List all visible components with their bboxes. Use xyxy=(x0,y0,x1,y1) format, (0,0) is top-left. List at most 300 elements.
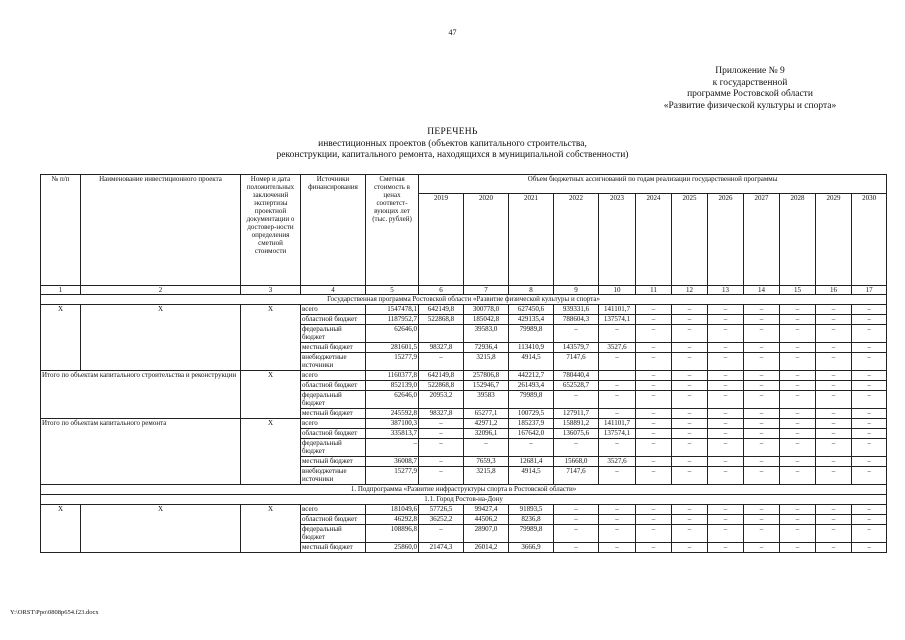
budget-value: 261493,4 xyxy=(509,381,554,391)
budget-value: – xyxy=(636,381,672,391)
budget-value: 3215,8 xyxy=(464,353,509,371)
header-year-2019: 2019 xyxy=(419,194,464,286)
column-number: 17 xyxy=(852,286,887,295)
budget-value xyxy=(419,325,464,343)
appendix-line: к государственной xyxy=(712,77,788,88)
budget-value: 141101,7 xyxy=(599,419,636,429)
budget-value: – xyxy=(852,409,887,419)
estimated-cost: – xyxy=(366,439,419,457)
column-number: 15 xyxy=(780,286,816,295)
budget-value: – xyxy=(780,505,816,515)
budget-value: – xyxy=(816,315,852,325)
estimated-cost: 281601,5 xyxy=(366,343,419,353)
budget-value: – xyxy=(672,371,708,381)
budget-value: – xyxy=(708,515,744,525)
budget-value: 44506,2 xyxy=(464,515,509,525)
budget-value: – xyxy=(816,409,852,419)
budget-value: – xyxy=(636,391,672,409)
budget-value: 100729,5 xyxy=(509,409,554,419)
budget-value: – xyxy=(744,305,780,315)
estimated-cost: 108896,8 xyxy=(366,525,419,543)
column-number: 16 xyxy=(816,286,852,295)
budget-value: – xyxy=(672,457,708,467)
header-year-2022: 2022 xyxy=(554,194,599,286)
budget-value: – xyxy=(672,315,708,325)
funding-source: федеральный бюджет xyxy=(301,391,366,409)
budget-value: – xyxy=(708,381,744,391)
budget-value: – xyxy=(744,457,780,467)
budget-value: – xyxy=(816,353,852,371)
budget-value: – xyxy=(554,543,599,553)
funding-source: всего xyxy=(301,371,366,381)
budget-value: 788604,3 xyxy=(554,315,599,325)
table-row xyxy=(41,505,887,515)
funding-source: областной бюджет xyxy=(301,315,366,325)
budget-value: – xyxy=(852,371,887,381)
budget-value: – xyxy=(816,525,852,543)
project-name-cell: Х xyxy=(81,305,241,371)
budget-value: 98327,8 xyxy=(419,409,464,419)
header-expertise: Номер и дата положительных заключений экспертизы проектной документации о достовер-ности определения сметной стоимости xyxy=(241,175,301,286)
estimated-cost: 36008,7 xyxy=(366,457,419,467)
budget-value: 143579,7 xyxy=(554,343,599,353)
budget-value: – xyxy=(636,525,672,543)
budget-value: – xyxy=(708,371,744,381)
budget-value: 167642,0 xyxy=(509,429,554,439)
estimated-cost: 181049,6 xyxy=(366,505,419,515)
project-name-cell: Х xyxy=(81,505,241,553)
column-number: 7 xyxy=(464,286,509,295)
budget-value: – xyxy=(672,391,708,409)
expertise-cell: Х xyxy=(241,419,301,485)
budget-value: – xyxy=(780,525,816,543)
budget-value: – xyxy=(419,419,464,429)
budget-value: – xyxy=(816,505,852,515)
budget-value: 79989,8 xyxy=(509,391,554,409)
num-cell: Х xyxy=(41,305,81,371)
budget-value: – xyxy=(708,467,744,485)
budget-value: – xyxy=(636,429,672,439)
budget-value: 627450,6 xyxy=(509,305,554,315)
budget-value: – xyxy=(636,305,672,315)
budget-value: – xyxy=(852,467,887,485)
section-title: Государственная программа Ростовской области «Развитие физической культуры и спорта» xyxy=(41,295,887,305)
budget-value: – xyxy=(599,381,636,391)
estimated-cost: 245592,8 xyxy=(366,409,419,419)
budget-value: – xyxy=(780,315,816,325)
expertise-cell: Х xyxy=(241,371,301,419)
budget-value: – xyxy=(852,391,887,409)
budget-value: 12681,4 xyxy=(509,457,554,467)
budget-value: – xyxy=(599,325,636,343)
section-title: 1.1. Город Ростов-на-Дону xyxy=(41,495,887,505)
budget-value: 32096,1 xyxy=(464,429,509,439)
section-title: 1. Подпрограмма «Развитие инфраструктуры спорта в Ростовской области» xyxy=(41,485,887,495)
budget-value: 3527,6 xyxy=(599,457,636,467)
budget-value: – xyxy=(708,325,744,343)
budget-value: – xyxy=(599,505,636,515)
funding-source: областной бюджет xyxy=(301,381,366,391)
budget-value: – xyxy=(672,429,708,439)
budget-value xyxy=(599,371,636,381)
budget-value: – xyxy=(744,515,780,525)
budget-value: – xyxy=(464,439,509,457)
estimated-cost: 15277,9 xyxy=(366,353,419,371)
column-number: 4 xyxy=(301,286,366,295)
budget-value: – xyxy=(744,315,780,325)
budget-value: – xyxy=(636,409,672,419)
column-number: 8 xyxy=(509,286,554,295)
budget-value: – xyxy=(744,381,780,391)
budget-value: – xyxy=(780,543,816,553)
estimated-cost: 15277,9 xyxy=(366,467,419,485)
budget-value: – xyxy=(744,525,780,543)
budget-value: – xyxy=(744,467,780,485)
table-row xyxy=(41,305,887,315)
section-title-row xyxy=(41,495,887,505)
budget-value: – xyxy=(744,391,780,409)
funding-source: областной бюджет xyxy=(301,429,366,439)
budget-value: 7147,6 xyxy=(554,467,599,485)
budget-value: – xyxy=(744,325,780,343)
budget-value: – xyxy=(780,391,816,409)
budget-value: – xyxy=(636,315,672,325)
budget-value: – xyxy=(672,505,708,515)
budget-value: 185042,8 xyxy=(464,315,509,325)
funding-source: местный бюджет xyxy=(301,543,366,553)
budget-value: – xyxy=(672,515,708,525)
estimated-cost: 852139,0 xyxy=(366,381,419,391)
budget-value: – xyxy=(780,457,816,467)
budget-value: – xyxy=(554,525,599,543)
budget-value: – xyxy=(780,409,816,419)
budget-value: – xyxy=(852,515,887,525)
budget-value: – xyxy=(780,305,816,315)
budget-value: 65277,1 xyxy=(464,409,509,419)
budget-value: – xyxy=(852,353,887,371)
budget-value: – xyxy=(744,505,780,515)
column-number: 1 xyxy=(41,286,81,295)
budget-value: 15668,0 xyxy=(554,457,599,467)
budget-value: – xyxy=(708,457,744,467)
budget-value: – xyxy=(852,381,887,391)
header-year-2026: 2026 xyxy=(708,194,744,286)
funding-source: областной бюджет xyxy=(301,515,366,525)
budget-value: – xyxy=(554,325,599,343)
budget-value: – xyxy=(780,371,816,381)
header-sources: Источники финансирования xyxy=(301,175,366,286)
budget-value: – xyxy=(419,353,464,371)
budget-value: – xyxy=(780,515,816,525)
header-year-2025: 2025 xyxy=(672,194,708,286)
budget-value: 36252,2 xyxy=(419,515,464,525)
budget-value: – xyxy=(708,391,744,409)
investment-projects-table xyxy=(40,174,887,553)
table-row xyxy=(41,419,887,429)
budget-value: – xyxy=(816,543,852,553)
budget-value: – xyxy=(636,515,672,525)
funding-source: федеральный бюджет xyxy=(301,439,366,457)
budget-value: 3215,8 xyxy=(464,467,509,485)
budget-value: – xyxy=(554,391,599,409)
document-title xyxy=(0,127,905,162)
budget-value: – xyxy=(852,543,887,553)
budget-value: – xyxy=(419,467,464,485)
budget-value: 28907,0 xyxy=(464,525,509,543)
budget-value: 522868,8 xyxy=(419,315,464,325)
section-title-row xyxy=(41,295,887,305)
budget-value: – xyxy=(672,525,708,543)
budget-value: 642149,8 xyxy=(419,371,464,381)
budget-value: – xyxy=(708,543,744,553)
column-number: 10 xyxy=(599,286,636,295)
budget-value: – xyxy=(816,419,852,429)
budget-value: 20953,2 xyxy=(419,391,464,409)
budget-value: 3527,6 xyxy=(599,343,636,353)
group-label: Итого по объектам капитального ремонта xyxy=(41,419,241,485)
budget-value: 137574,1 xyxy=(599,429,636,439)
budget-value: – xyxy=(852,419,887,429)
header-year-2024: 2024 xyxy=(636,194,672,286)
budget-value: 79989,8 xyxy=(509,325,554,343)
budget-value: – xyxy=(636,505,672,515)
budget-value: – xyxy=(744,353,780,371)
header-num: № п/п xyxy=(41,175,81,286)
column-number: 3 xyxy=(241,286,301,295)
estimated-cost: 1160377,8 xyxy=(366,371,419,381)
budget-value: – xyxy=(816,381,852,391)
budget-value: 141101,7 xyxy=(599,305,636,315)
budget-value: – xyxy=(744,439,780,457)
column-number: 13 xyxy=(708,286,744,295)
budget-value: – xyxy=(780,429,816,439)
budget-value: – xyxy=(419,429,464,439)
budget-value: 429135,4 xyxy=(509,315,554,325)
budget-value: – xyxy=(780,381,816,391)
budget-value: – xyxy=(672,353,708,371)
appendix-line: Приложение № 9 xyxy=(715,66,785,76)
estimated-cost: 46292,8 xyxy=(366,515,419,525)
budget-value: 257806,8 xyxy=(464,371,509,381)
budget-value: – xyxy=(780,353,816,371)
budget-value: – xyxy=(780,325,816,343)
budget-value: – xyxy=(708,353,744,371)
budget-value: 137574,1 xyxy=(599,315,636,325)
budget-value: – xyxy=(852,325,887,343)
header-year-2020: 2020 xyxy=(464,194,509,286)
budget-value: 127911,7 xyxy=(554,409,599,419)
budget-value: – xyxy=(599,409,636,419)
header-year-2029: 2029 xyxy=(816,194,852,286)
budget-value: 442212,7 xyxy=(509,371,554,381)
budget-value: – xyxy=(672,543,708,553)
budget-value: – xyxy=(708,429,744,439)
appendix-line: «Развитие физической культуры и спорта» xyxy=(663,100,837,111)
budget-value: – xyxy=(599,543,636,553)
budget-value: 522868,8 xyxy=(419,381,464,391)
budget-value: – xyxy=(599,525,636,543)
expertise-cell: Х xyxy=(241,305,301,371)
budget-value: 79989,8 xyxy=(509,525,554,543)
column-number: 11 xyxy=(636,286,672,295)
budget-value: – xyxy=(816,429,852,439)
column-number: 9 xyxy=(554,286,599,295)
appendix-block xyxy=(640,66,860,112)
budget-value: 21474,3 xyxy=(419,543,464,553)
header-year-2027: 2027 xyxy=(744,194,780,286)
budget-value: – xyxy=(744,409,780,419)
budget-value: 158891,2 xyxy=(554,419,599,429)
budget-value: – xyxy=(780,467,816,485)
file-path-footer: Y:\ORST\Ppo\0808p654.f23.docx xyxy=(10,609,99,616)
budget-value: – xyxy=(554,515,599,525)
header-year-2021: 2021 xyxy=(509,194,554,286)
budget-value: – xyxy=(852,457,887,467)
budget-value: 7659,3 xyxy=(464,457,509,467)
title-line: реконструкции, капитального ремонта, находящихся в муниципальной собственности) xyxy=(276,150,629,160)
estimated-cost: 25860,0 xyxy=(366,543,419,553)
table-row xyxy=(41,371,887,381)
estimated-cost: 62646,0 xyxy=(366,325,419,343)
budget-value: – xyxy=(636,467,672,485)
column-number: 14 xyxy=(744,286,780,295)
budget-value: 4914,5 xyxy=(509,353,554,371)
budget-value: 57726,5 xyxy=(419,505,464,515)
budget-value: – xyxy=(599,391,636,409)
budget-value: – xyxy=(636,371,672,381)
header-year-2028: 2028 xyxy=(780,194,816,286)
funding-source: местный бюджет xyxy=(301,343,366,353)
budget-value: – xyxy=(672,439,708,457)
budget-value: – xyxy=(419,457,464,467)
budget-value: – xyxy=(419,525,464,543)
budget-value: – xyxy=(744,543,780,553)
budget-value: – xyxy=(852,525,887,543)
budget-value: – xyxy=(816,457,852,467)
budget-value: – xyxy=(708,343,744,353)
title-line: инвестиционных проектов (объектов капитального строительства, xyxy=(318,138,587,149)
budget-value: 42971,2 xyxy=(464,419,509,429)
budget-value: – xyxy=(554,505,599,515)
budget-value: – xyxy=(852,343,887,353)
title-heading: ПЕРЕЧЕНЬ xyxy=(427,127,478,137)
budget-value: – xyxy=(708,419,744,429)
funding-source: федеральный бюджет xyxy=(301,325,366,343)
budget-value: 4914,5 xyxy=(509,467,554,485)
budget-value: – xyxy=(708,439,744,457)
budget-value: – xyxy=(780,439,816,457)
budget-value: 39583,0 xyxy=(464,325,509,343)
budget-value: – xyxy=(672,381,708,391)
budget-value: – xyxy=(780,419,816,429)
estimated-cost: 387100,3 xyxy=(366,419,419,429)
expertise-cell: Х xyxy=(241,505,301,553)
funding-source: федеральный бюджет xyxy=(301,525,366,543)
budget-value: – xyxy=(672,409,708,419)
budget-value: 91893,5 xyxy=(509,505,554,515)
budget-value: 300778,0 xyxy=(464,305,509,315)
appendix-line: программе Ростовской области xyxy=(687,89,813,99)
budget-value: – xyxy=(599,467,636,485)
page-number: 47 xyxy=(448,28,457,37)
budget-value: 3666,9 xyxy=(509,543,554,553)
budget-value: – xyxy=(636,543,672,553)
budget-value: – xyxy=(636,353,672,371)
budget-value: – xyxy=(599,353,636,371)
funding-source: внебюджетные источники xyxy=(301,353,366,371)
budget-value: 98327,8 xyxy=(419,343,464,353)
budget-value: 652528,7 xyxy=(554,381,599,391)
header-year-2023: 2023 xyxy=(599,194,636,286)
budget-value: – xyxy=(419,439,464,457)
estimated-cost: 1547478,1 xyxy=(366,305,419,315)
budget-value: – xyxy=(852,439,887,457)
estimated-cost: 1187952,7 xyxy=(366,315,419,325)
budget-value: – xyxy=(744,371,780,381)
num-cell: Х xyxy=(41,505,81,553)
budget-value: – xyxy=(816,391,852,409)
funding-source: внебюджетные источники xyxy=(301,467,366,485)
budget-value: 642149,8 xyxy=(419,305,464,315)
budget-value: – xyxy=(708,409,744,419)
budget-value: – xyxy=(816,305,852,315)
budget-value: – xyxy=(599,439,636,457)
budget-value: – xyxy=(636,325,672,343)
budget-value: 72936,4 xyxy=(464,343,509,353)
budget-value: 39583 xyxy=(464,391,509,409)
budget-value: 152946,7 xyxy=(464,381,509,391)
budget-value: – xyxy=(554,439,599,457)
budget-value: – xyxy=(816,343,852,353)
budget-value: – xyxy=(636,343,672,353)
budget-value: – xyxy=(852,315,887,325)
budget-value: – xyxy=(744,343,780,353)
budget-value: – xyxy=(852,505,887,515)
budget-value: 7147,6 xyxy=(554,353,599,371)
group-label: Итого по объектам капитального строительства и реконструкции xyxy=(41,371,241,419)
budget-value: – xyxy=(636,419,672,429)
budget-value: – xyxy=(672,419,708,429)
budget-value: – xyxy=(708,315,744,325)
funding-source: всего xyxy=(301,305,366,315)
budget-value: 780440,4 xyxy=(554,371,599,381)
budget-value: – xyxy=(816,325,852,343)
budget-value: 99427,4 xyxy=(464,505,509,515)
header-project-name: Наименование инвестиционного проекта xyxy=(81,175,241,286)
funding-source: местный бюджет xyxy=(301,457,366,467)
column-number: 5 xyxy=(366,286,419,295)
budget-value: – xyxy=(708,525,744,543)
budget-value: – xyxy=(816,439,852,457)
estimated-cost: 62646,0 xyxy=(366,391,419,409)
budget-value: – xyxy=(708,305,744,315)
budget-value: – xyxy=(672,467,708,485)
budget-value: – xyxy=(672,305,708,315)
budget-value: – xyxy=(636,439,672,457)
column-number: 12 xyxy=(672,286,708,295)
budget-value: – xyxy=(744,419,780,429)
budget-value: 8236,8 xyxy=(509,515,554,525)
budget-value: – xyxy=(816,371,852,381)
funding-source: всего xyxy=(301,505,366,515)
column-number: 6 xyxy=(419,286,464,295)
estimated-cost: 335813,7 xyxy=(366,429,419,439)
budget-value: 939331,6 xyxy=(554,305,599,315)
budget-value: – xyxy=(708,505,744,515)
budget-value: – xyxy=(672,343,708,353)
budget-value: – xyxy=(599,515,636,525)
budget-value: – xyxy=(780,343,816,353)
